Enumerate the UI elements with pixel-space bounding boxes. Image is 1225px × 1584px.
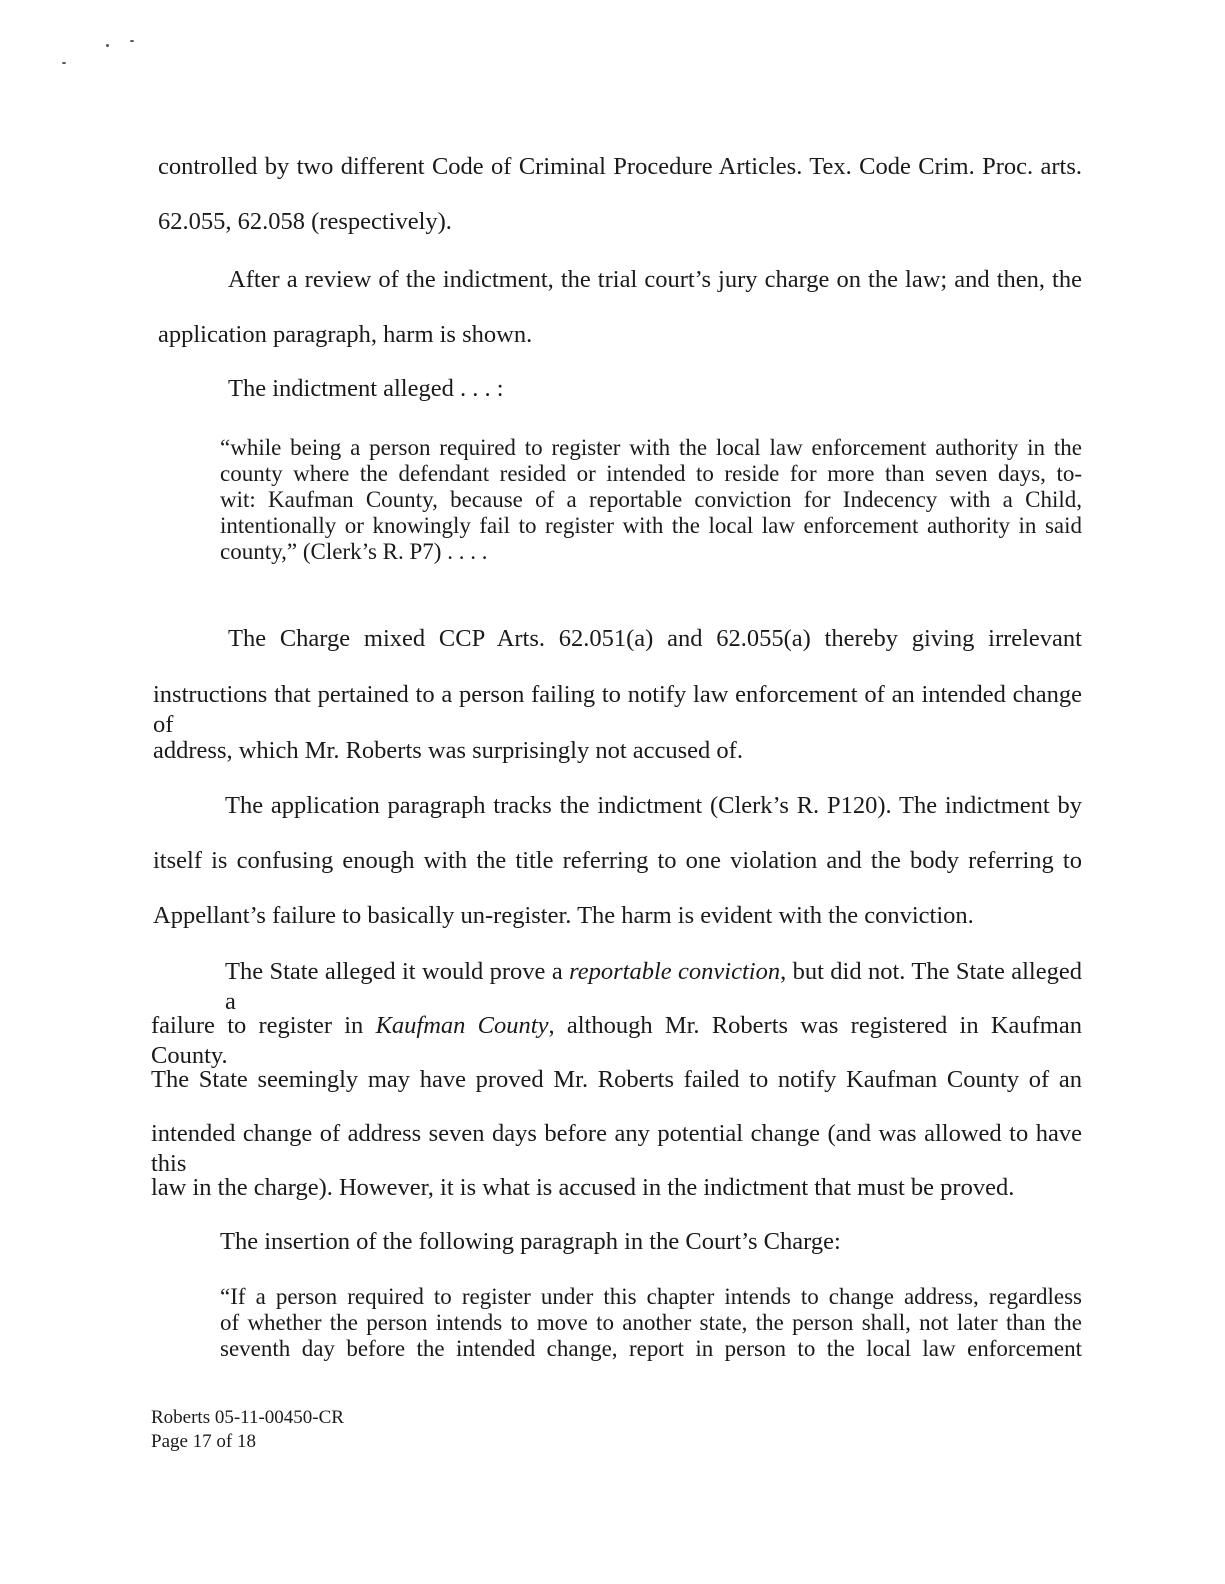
body-line [225,957,1082,1017]
scan-speck [62,62,66,64]
quote-line: of whether the person intends to move to another state, the person shall, not later than the [220,1310,1082,1335]
body-line: The Charge mixed CCP Arts. 62.051(a) and 62.055(a) thereby giving irrelevant [228,625,1082,652]
footer-page-number: Page 17 of 18 [151,1431,257,1452]
quote-line: “If a person required to register under this chapter intends to change address, regardless [220,1284,1082,1309]
block-quote-charge [220,1284,1082,1362]
quote-line: seventh day before the intended change, report in person to the local law enforcement [220,1336,1082,1361]
quote-line: county,” (Clerk’s R. P7) . . . . [220,539,488,564]
body-line: Appellant’s failure to basically un-register. The harm is evident with the conviction. [153,902,974,929]
body-line: The indictment alleged . . . : [228,375,504,402]
text-run: , but did not. The State alleged a [225,958,1082,1015]
body-line: The insertion of the following paragraph in the Court’s Charge: [220,1228,841,1255]
body-line [151,1011,1082,1071]
scan-speck [106,44,109,47]
scan-specks [60,30,150,70]
text-run: The State alleged it would prove a [225,958,570,985]
block-quote-indictment [220,435,1082,565]
quote-line: “while being a person required to register with the local law enforcement authority in the [220,435,1082,460]
body-line: 62.055, 62.058 (respectively). [158,208,452,235]
body-line: address, which Mr. Roberts was surprisingly not accused of. [153,737,743,764]
emphasis-kaufman-county: Kaufman County [375,1012,549,1039]
body-line: The application paragraph tracks the indictment (Clerk’s R. P120). The indictment by [225,792,1082,819]
body-line: intended change of address seven days before any potential change (and was allowed to have this [151,1120,1082,1177]
quote-line: intentionally or knowingly fail to register with the local law enforcement authority in said [220,513,1082,538]
quote-line: county where the defendant resided or intended to reside for more than seven days, to- [220,461,1082,486]
footer-case-number: Roberts 05-11-00450-CR [151,1407,344,1428]
scan-speck [130,40,134,42]
emphasis-reportable-conviction: reportable conviction [569,958,781,985]
text-run: , although Mr. Roberts was registered in Kaufman County. [151,1012,1082,1069]
body-line: instructions that pertained to a person failing to notify law enforcement of an intended change of [153,681,1082,738]
page-footer [151,1406,344,1454]
body-line: application paragraph, harm is shown. [158,321,533,348]
body-line: The State seemingly may have proved Mr. Roberts failed to notify Kaufman County of an [151,1066,1082,1093]
body-line: After a review of the indictment, the trial court’s jury charge on the law; and then, the [228,266,1082,293]
body-line: controlled by two different Code of Criminal Procedure Articles. Tex. Code Crim. Proc. arts. [158,153,1082,180]
body-line: law in the charge). However, it is what is accused in the indictment that must be proved. [151,1174,1015,1201]
text-run: failure to register in [151,1012,376,1039]
body-line: itself is confusing enough with the title referring to one violation and the body referring to [153,847,1082,874]
quote-line: wit: Kaufman County, because of a reportable conviction for Indecency with a Child, [220,487,1082,512]
